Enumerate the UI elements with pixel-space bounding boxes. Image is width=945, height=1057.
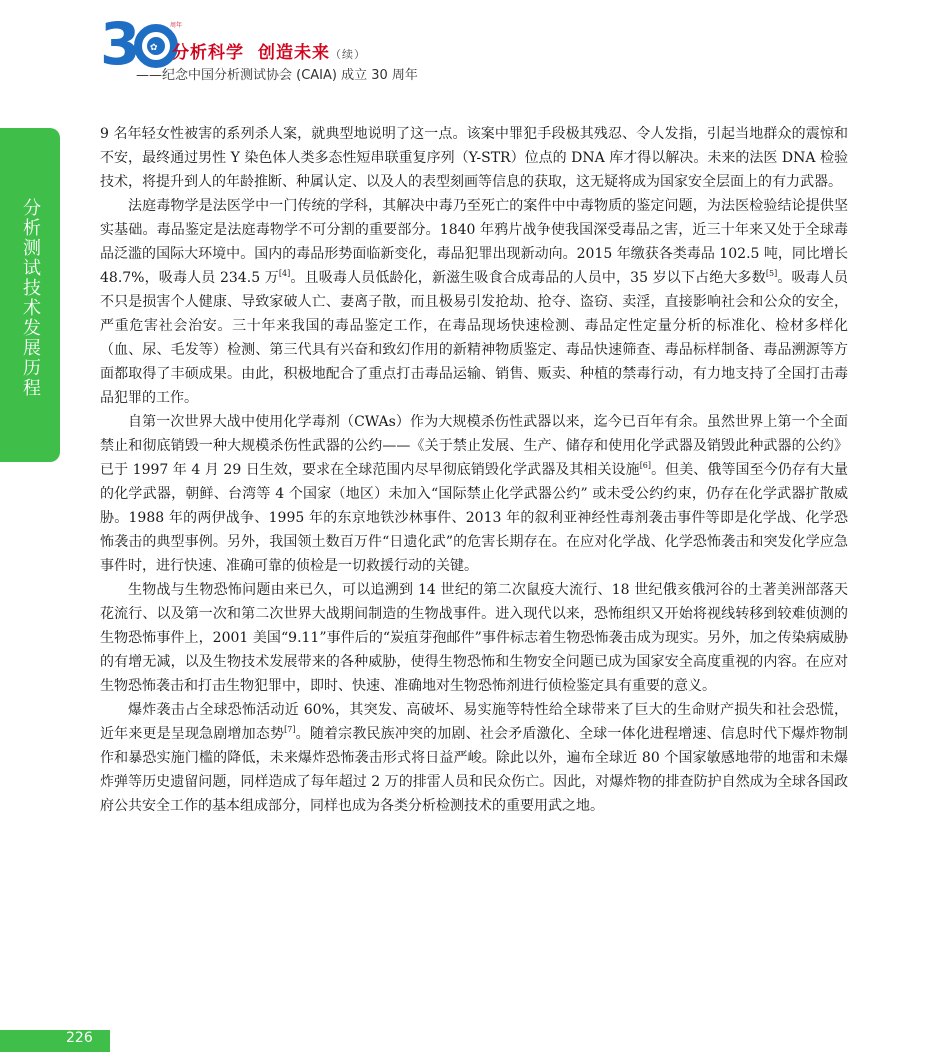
svg-text:✿: ✿ (150, 43, 158, 53)
svg-text:3: 3 (100, 10, 141, 78)
header-title (172, 38, 366, 63)
logo-anniversary-label: 周年 (170, 22, 183, 29)
article-body (100, 122, 848, 818)
section-sidebar-tab (0, 128, 60, 462)
citation-ref: [4] (278, 269, 291, 278)
header-title-part1: 分析科学 (172, 43, 244, 63)
paragraph-2: 法庭毒物学是法医学中一门传统的学科，其解决中毒乃至死亡的案件中中毒物质的鉴定问题，为法医检验结论提供坚实基础。毒品鉴定是法庭毒物学不可分割的重要部分。1840 年鸦片战争使我国深受毒品之害，近三十年来又处于全球毒品泛滥的国际大环境中。国内的毒品形势面临新变化，毒品犯罪出现新动向。2015 年缴获各类毒品 102.5 吨，同比增长 48.7%，吸毒人员 234.5 万[4]。且吸毒人员低龄化，新滋生吸食合成毒品的人员中，35 岁以下占绝大多数[5]。吸毒人员不只是损害个人健康、导致家破人亡、妻离子散，而且极易引发抢劫、抢夺、盗窃、卖淫，直接影响社会和公众的安全，严重危害社会治安。三十年来我国的毒品鉴定工作，在毒品现场快速检测、毒品定性定量分析的标准化、检材多样化（血、尿、毛发等）检测、第三代具有兴奋和致幻作用的新精神物质鉴定、毒品快速筛查、毒品标样制备、毒品溯源等方面都取得了丰硕成果。由此，积极地配合了重点打击毒品运输、销售、贩卖、种植的禁毒行动，有力地支持了全国打击毒品犯罪的工作。 (100, 198, 848, 406)
page-number: 226 (66, 1030, 93, 1046)
sidebar-section-label: 分析测试技术发展历程 (20, 198, 41, 398)
paragraph-1: 9 名年轻女性被害的系列杀人案，就典型地说明了这一点。该案中罪犯手段极其残忍、令人发指，引起当地群众的震惊和不安，最终通过男性 Y 染色体人类多态性短串联重复序列（Y-STR）位点的 DNA 库才得以解决。未来的法医 DNA 检验技术，将提升到人的年龄推断、种属认定、以及人的表型刻画等信息的获取，这无疑将成为国家安全层面上的有力武器。 (100, 126, 848, 190)
citation-ref: [6] (639, 461, 652, 470)
header-title-part2: 创造未来 (258, 43, 330, 63)
footer-bar (0, 1030, 110, 1052)
citation-ref: [5] (765, 269, 778, 278)
header-subtitle: ——纪念中国分析测试协会 (CAIA) 成立 30 周年 (136, 68, 418, 83)
citation-ref: [7] (284, 725, 296, 734)
paragraph-5: 爆炸袭击占全球恐怖活动近 60%，其突发、高破坏、易实施等特性给全球带来了巨大的生命财产损失和社会恐慌，近年来更是呈现急剧增加态势[7]。随着宗教民族冲突的加剧、社会矛盾激化、全球一体化进程增速、信息时代下爆炸物制作和暴恐实施门槛的降低，未来爆炸恐怖袭击形式将日益严峻。除此以外，遍布全球近 80 个国家敏感地带的地雷和未爆炸弹等历史遗留问题，同样造成了每年超过 2 万的排雷人员和民众伤亡。因此，对爆炸物的排查防护自然成为全球各国政府公共安全工作的基本组成部分，同样也成为各类分析检测技术的重要用武之地。 (100, 702, 849, 814)
page-header (98, 8, 518, 83)
paragraph-3: 自第一次世界大战中使用化学毒剂（CWAs）作为大规模杀伤性武器以来，迄今已百年有余。虽然世界上第一个全面禁止和彻底销毁一种大规模杀伤性武器的公约——《关于禁止发展、生产、储存和使用化学武器及销毁此种武器的公约》已于 1997 年 4 月 29 日生效，要求在全球范围内尽早彻底销毁化学武器及其相关设施[6]。但美、俄等国至今仍存有大量的化学武器，朝鲜、台湾等 4 个国家（地区）未加入“国际禁止化学武器公约” 或未受公约约束，仍存在化学武器扩散威胁。1988 年的两伊战争、1995 年的东京地铁沙林事件、2013 年的叙利亚神经性毒剂袭击事件等即是化学战、化学恐怖袭击的典型事例。另外，我国领土数百万件“日遗化武”的危害长期存在。在应对化学战、化学恐怖袭击和突发化学应急事件时，进行快速、准确可靠的侦检是一切救援行动的关键。 (100, 414, 848, 574)
header-title-note: （续） (330, 48, 366, 61)
paragraph-4: 生物战与生物恐怖问题由来已久，可以追溯到 14 世纪的第二次鼠疫大流行、18 世纪俄亥俄河谷的土著美洲部落天花流行、以及第一次和第二次世界大战期间制造的生物战事件。进入现代以来，恐怖组织又开始将视线转移到较难侦测的生物恐怖事件上，2001 美国“9.11”事件后的“炭疽芽孢邮件”事件标志着生物恐怖袭击成为现实。另外，加之传染病威胁的有增无减，以及生物技术发展带来的各种威胁，使得生物恐怖和生物安全问题已成为国家安全高度重视的内容。在应对生物恐怖袭击和打击生物犯罪中，即时、快速、准确地对生物恐怖剂进行侦检鉴定具有重要的意义。 (100, 582, 848, 694)
